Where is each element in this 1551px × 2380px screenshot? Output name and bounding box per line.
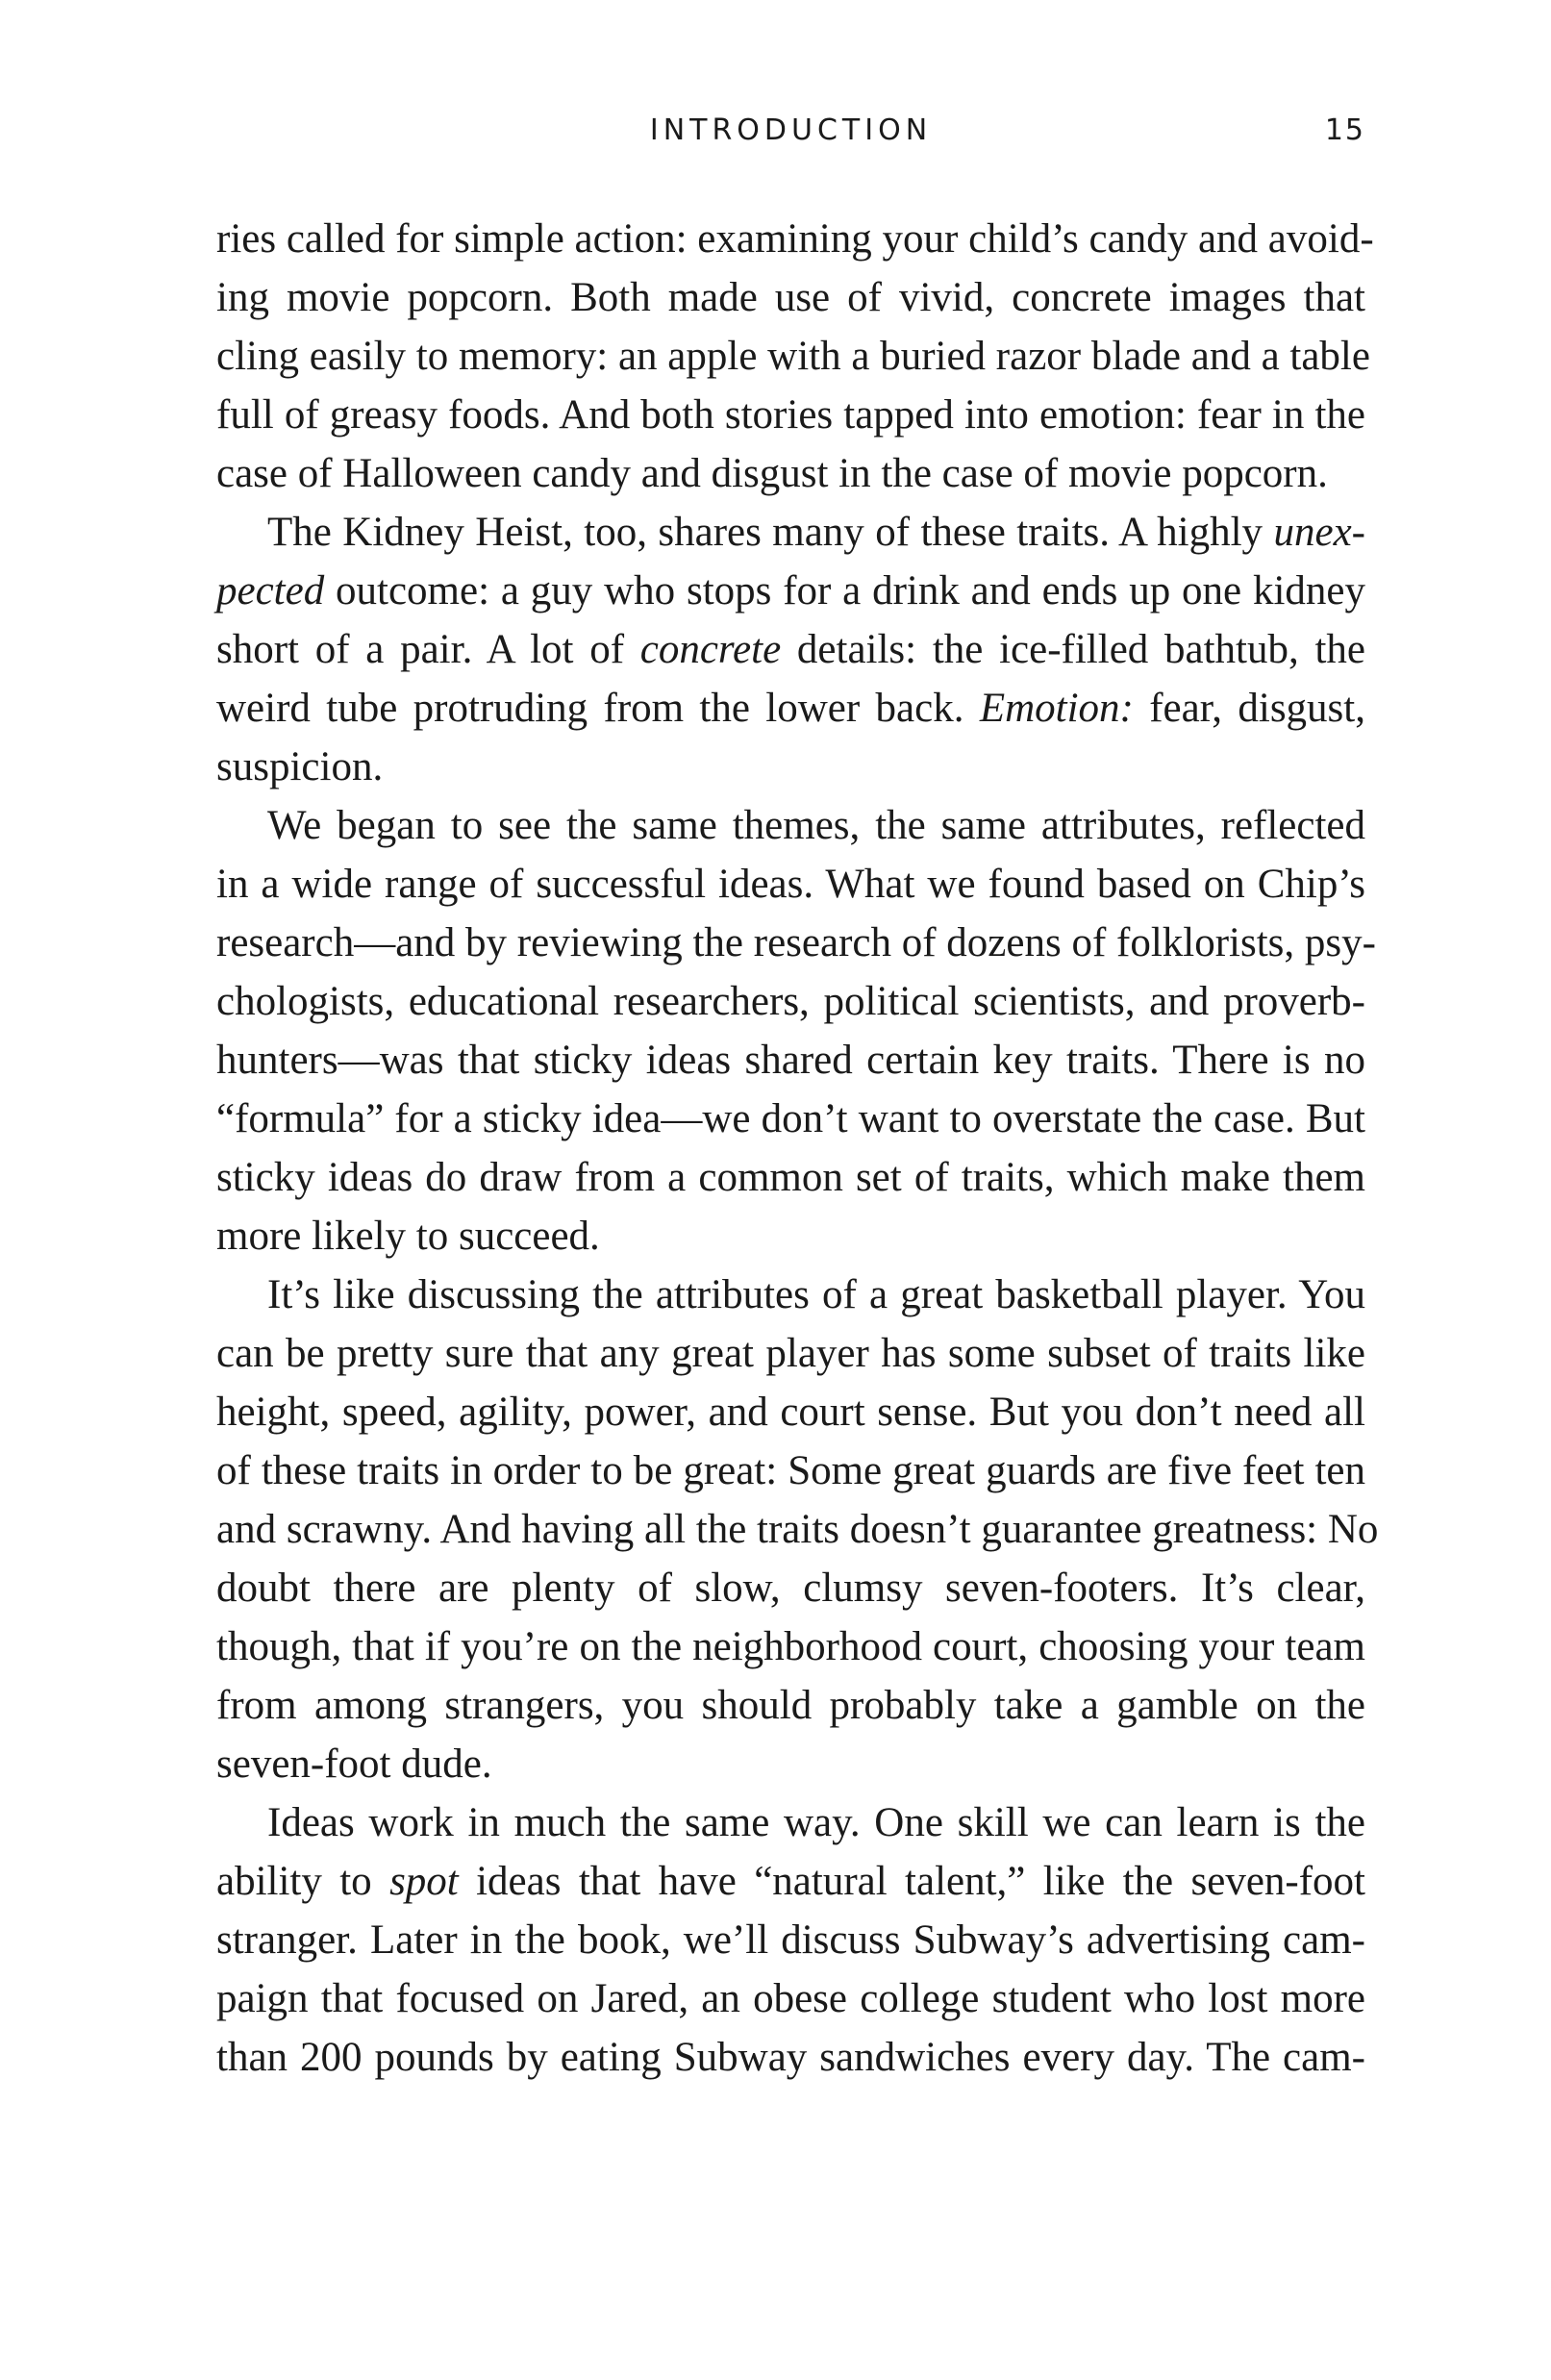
text-line: Ideas work in much the same way. One skill we can learn is the xyxy=(267,1800,1365,1845)
emphasis: pected xyxy=(216,568,325,614)
page-header xyxy=(216,113,1365,162)
text-line xyxy=(216,562,1365,620)
text-line: more likely to succeed. xyxy=(216,1214,600,1259)
text-line: seven-foot dude. xyxy=(216,1741,492,1787)
text-line: chologists, educational researchers, political scientists, and proverb- xyxy=(216,979,1365,1024)
emphasis: Emotion: xyxy=(979,686,1134,731)
text-line xyxy=(216,620,1365,679)
text-line xyxy=(216,679,1365,738)
text-line: stranger. Later in the book, we’ll discuss Subway’s advertising cam- xyxy=(216,1917,1365,1963)
text-line: height, speed, agility, power, and court sense. But you don’t need all xyxy=(216,1390,1365,1435)
text-run: The Kidney Heist, too, shares many of these traits. A highly xyxy=(267,510,1274,555)
text-line: doubt there are plenty of slow, clumsy seven-footers. It’s clear, xyxy=(216,1566,1365,1611)
text-line: can be pretty sure that any great player has some subset of traits like xyxy=(216,1331,1365,1376)
text-line: We began to see the same themes, the same attributes, reflected xyxy=(267,803,1365,848)
text-line xyxy=(216,1852,1365,1911)
text-run: outcome: a guy who stops for a drink and ends up one kidney xyxy=(324,568,1365,614)
emphasis: unex- xyxy=(1273,510,1365,555)
running-head: INTRODUCTION xyxy=(649,113,933,147)
text-line: hunters—was that sticky ideas shared certain key traits. There is no xyxy=(216,1038,1365,1083)
text-line: and scrawny. And having all the traits doesn’t guarantee greatness: No xyxy=(216,1507,1379,1552)
emphasis: spot xyxy=(389,1859,459,1904)
text-line: ing movie popcorn. Both made use of vivid, concrete images that xyxy=(216,275,1365,320)
text-run: ideas that have “natural talent,” like the seven-foot xyxy=(458,1859,1365,1904)
text-run: ability to xyxy=(216,1859,390,1904)
text-line xyxy=(216,503,1365,562)
text-line: from among strangers, you should probably take a gamble on the xyxy=(216,1683,1365,1728)
text-line: suspicion. xyxy=(216,744,384,789)
emphasis: concrete xyxy=(639,627,782,672)
text-run: fear, disgust, xyxy=(1133,686,1365,731)
text-line: sticky ideas do draw from a common set of traits, which make them xyxy=(216,1155,1365,1200)
text-line: ries called for simple action: examining your child’s candy and avoid- xyxy=(216,216,1374,262)
text-run: weird tube protruding from the lower back. xyxy=(216,686,980,731)
text-line: full of greasy foods. And both stories tapped into emotion: fear in the xyxy=(216,392,1365,438)
text-line: case of Halloween candy and disgust in the case of movie popcorn. xyxy=(216,451,1328,496)
body-text xyxy=(216,210,1379,2087)
text-line: paign that focused on Jared, an obese college student who lost more xyxy=(216,1976,1365,2021)
text-line: of these traits in order to be great: Some great guards are five feet ten xyxy=(216,1448,1365,1493)
text-line: cling easily to memory: an apple with a buried razor blade and a table xyxy=(216,334,1370,379)
text-run: details: the ice-filled bathtub, the xyxy=(781,627,1365,672)
text-line: It’s like discussing the attributes of a great basketball player. You xyxy=(267,1272,1365,1317)
text-line: “formula” for a sticky idea—we don’t want to overstate the case. But xyxy=(216,1096,1365,1141)
text-line: in a wide range of successful ideas. What we found based on Chip’s xyxy=(216,862,1365,907)
text-line: research—and by reviewing the research of dozens of folklorists, psy- xyxy=(216,920,1376,965)
text-run: short of a pair. A lot of xyxy=(216,627,640,672)
text-line: though, that if you’re on the neighborhood court, choosing your team xyxy=(216,1624,1365,1669)
text-line: than 200 pounds by eating Subway sandwiches every day. The cam- xyxy=(216,2035,1365,2080)
page-number: 15 xyxy=(1324,113,1365,147)
